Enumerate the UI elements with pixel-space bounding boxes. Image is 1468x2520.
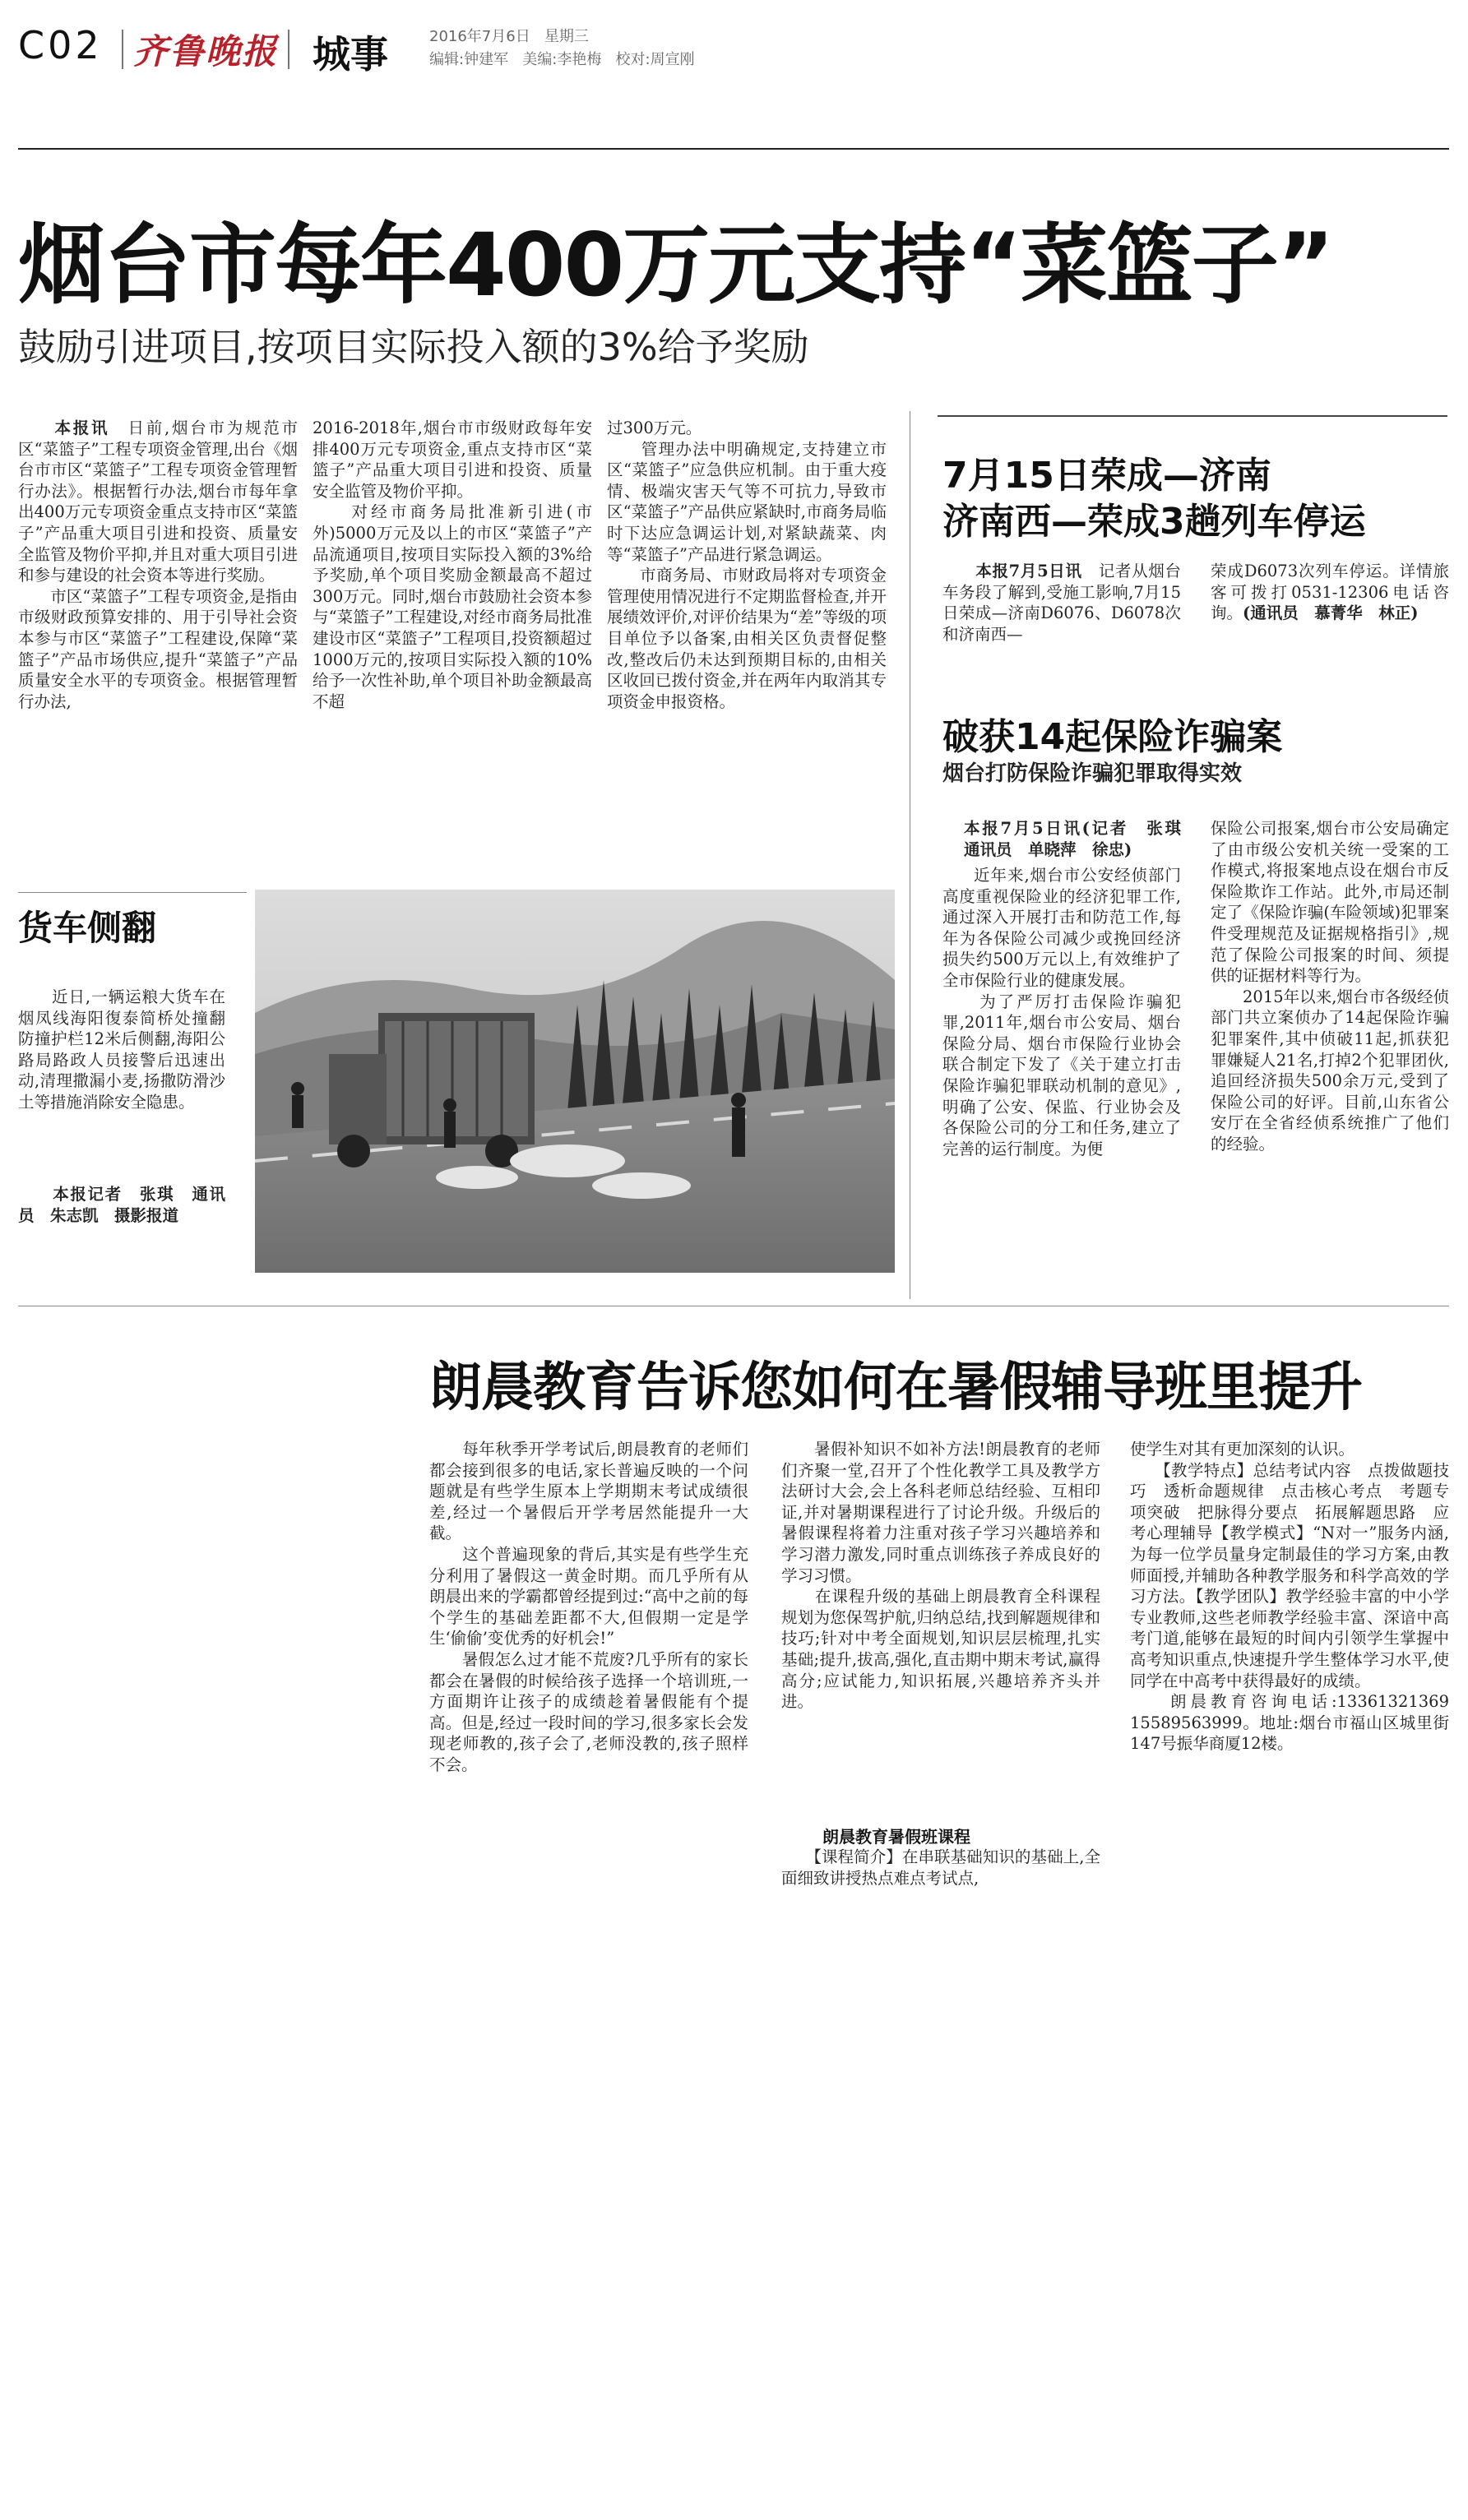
fraud-column-1: 近年来,烟台市公安经侦部门高度重视保险业的经济犯罪工作,通过深入开展打击和防范工作,每年为各保险公司减少或挽回经济损失约500万元以上,有效维护了全市保险行业的健康发展。 为了严厉打击保险诈骗犯罪,2011年,烟台市公安局、烟台保险分局、烟台市保险行业协会联合制定下发了《关于建立打击保险诈骗犯罪联动机制的意见》,明确了公安、保监、行业协会及各保险公司的分工和任务,建立了完善的运行制度。为便 (942, 866, 1181, 1158)
edu-course-intro: 【课程简介】在串联基础知识的基础上,全面细致讲授热点难点考试点, (781, 1847, 1100, 1888)
train-col1-text: 记者从烟台车务段了解到,受施工影响,7月15日荣成—济南D6076、D6078次和济南西— (942, 562, 1181, 644)
train-column-2 (1211, 561, 1449, 624)
weekday-text: 星期三 (544, 28, 589, 45)
issue-date (429, 25, 589, 46)
page-number: C02 (18, 23, 103, 67)
train-col2-text: 荣成D6073次列车停运。详情旅客可拨打0531-12306电话咨询。 (1211, 562, 1449, 623)
masthead-underline (18, 148, 1449, 150)
paper-logo: 齐鲁晚报 (133, 31, 279, 72)
masthead-divider (122, 30, 123, 69)
edu-column-2: 暑假补知识不如补方法!朗晨教育的老师们齐聚一堂,召开了个性化教学工具及教学方法研讨大会,会上各科老师总结经验、互相印证,并对暑期课程进行了讨论升级。升级后的暑假课程将着力注重对孩子学习兴趣培养和学习潜力激发,同时重点训练孩子养成良好的学习习惯。 在课程升级的基础上朗晨教育全科课程规划为您保驾护航,归纳总结,找到解题规律和技巧;针对中考全面规划,知识层层梳理,扎实基础;提升,拔高,强化,直击期中期末考试,赢得高分;应试能力,知识拓展,兴趣培养齐头并进。 (781, 1440, 1100, 1712)
editor-credit: 编辑:钟建军 (429, 51, 509, 68)
staff-credits (429, 48, 695, 69)
lead-byline: 本报讯 (54, 418, 110, 437)
art-editor-credit: 美编:李艳梅 (522, 51, 602, 68)
fraud-byline: 本报7月5日讯(记者 张琪 通讯员 单晓萍 徐忠) (964, 819, 1197, 859)
lead-column-3: 过300万元。 管理办法中明确规定,支持建立市区“菜篮子”应急供应机制。由于重大疫情、极端灾害天气等不可抗力,导致市区“菜篮子”产品供应紧缺时,市商务局临时下达应急调运计划,对紧缺蔬菜、肉等“菜篮子”产品进行紧急调运。 市商务局、市财政局将对专项资金管理使用情况进行不定期监督检查,并开展绩效评价,对评价结果为“差”等级的项目单位予以备案,由相关区负责督促整改,整改后仍未达到预期目标的,由相关区收回已拨付资金,并在两年内取消其专项资金申报资格。 (607, 418, 887, 711)
edu-course-heading: 朗晨教育暑假班课程 (822, 1827, 970, 1847)
fraud-subtitle: 烟台打防保险诈骗犯罪取得实效 (942, 761, 1243, 786)
section-title: 城事 (313, 32, 388, 76)
edu-column-3: 使学生对其有更加深刻的认识。 【教学特点】总结考试内容 点拨做题技巧 透析命题规律 点击核心考点 考题专项突破 把脉得分要点 拓展解题思路 应考心理辅导【教学模式】“N对一”服务内涵,为每一位学员量身定制最佳的学习方案,由教师面授,并辅助各种教学服务和科学高效的学习方法。【教学团队】教学经验丰富的中小学专业教师,这些老师教学经验丰富、深谙中高考门道,能够在最短的时间内引领学生掌握中高考知识重点,快速提升学生整体学习水平,使同学在中高考中获得最好的成绩。 朗晨教育咨询电话:13361321369 15589563999。地址:烟台市福山区城里街147号振华商厦12楼。 (1130, 1440, 1449, 1754)
train-byline: 本报7月5日讯 (975, 562, 1082, 580)
masthead-divider (288, 30, 289, 69)
lead-column-2: 2016-2018年,烟台市市级财政每年安排400万元专项资金,重点支持市区“菜篮子”产品重大项目引进和投资、质量安全监管及物价平抑。 对经市商务局批准新引进(市外)5000万元及以上的市区“菜篮子”产品流通项目,按项目实际投入额的3%给予奖励,单个项目奖励金额最高不超过300万元。同时,烟台市鼓励社会资本参与“菜篮子”工程建设,对经市商务局批准建设市区“菜篮子”工程项目,投资额超过1000万元的,按项目实际投入额的10%给予一次性补助,单个项目补助金额最高不超 (313, 418, 592, 711)
date-text: 2016年7月6日 (429, 28, 530, 45)
lead-subhead: 鼓励引进项目,按项目实际投入额的3%给予奖励 (18, 325, 809, 369)
truck-text: 近日,一辆运粮大货车在烟凤线海阳復泰简桥处撞翻防撞护栏12米后侧翻,海阳公路局路政人员接警后迅速出动,清理撒漏小麦,扬撒防滑沙土等措施消除安全隐患。 (18, 987, 225, 1112)
lead-col1-text: 日前,烟台市为规范市区“菜篮子”工程专项资金管理,出台《烟台市市区“菜篮子”工程专项资金管理暂行办法》。根据暂行办法,烟台市每年拿出400万元专项资金重点支持市区“菜篮子”产品重大项目引进和投资、质量安全监管及物价平抑,并且对重大项目引进和参与建设的社会资本等进行奖励。 市区“菜篮子”工程专项资金,是指由市级财政预算安排的、用于引导社会资本参与市区“菜篮子”工程建设,保障“菜篮子”产品市场供应,提升“菜篮子”产品质量安全水平的专项资金。根据管理暂行办法, (18, 418, 298, 711)
proofreader-credit: 校对:周宣刚 (615, 51, 695, 68)
truck-photo-illustration (255, 890, 895, 1273)
edu-column-1: 每年秋季开学考试后,朗晨教育的老师们都会接到很多的电话,家长普遍反映的一个问题就是有些学生原本上学期期末考试成绩很差,经过一个暑假后开学考居然能提升一大截。 这个普遍现象的背后,其实是有些学生充分利用了暑假这一黄金时期。而几乎所有从朗晨出来的学霸都曾经提到过:“高中之前的每个学生的基础差距都不大,但假期一定是学生‘偷偷’变优秀的好机会!” 暑假怎么过才能不荒废?几乎所有的家长都会在暑假的时候给孩子选择一个培训班,一方面期许让孩子的成绩趁着暑假能有个提高。但是,经过一段时间的学习,很多家长会发现老师教的,孩子会了,老师没教的,孩子照样不会。 (429, 1440, 748, 1774)
truck-title: 货车侧翻 (18, 908, 157, 948)
train-credit: (通讯员 慕菁华 林正) (1243, 603, 1419, 623)
fraud-title: 破获14起保险诈骗案 (942, 716, 1283, 758)
lead-column-1 (18, 418, 298, 712)
edu-title: 朗晨教育告诉您如何在暑假辅导班里提升 (429, 1357, 1362, 1418)
truck-top-rule (18, 892, 247, 893)
truck-photo (255, 890, 895, 1273)
fraud-column-2: 保险公司报案,烟台市公安局确定了由市级公安机关统一受案的工作模式,将报案地点设在烟台市反保险欺诈工作站。此外,市局还制定了《保险诈骗(车险领域)犯罪案件受理规范及证据规格指引》,规范了保险公司报案的时间、须提供的证据材料等行为。 2015年以来,烟台市各级经侦部门共立案侦办了14起保险诈骗犯罪案件,其中侦破11起,抓获犯罪嫌疑人21名,打掉2个犯罪团伙,追回经济损失500余万元,受到了保险公司的好评。目前,山东省公安厅在全省经侦系统推广了他们的经验。 (1211, 819, 1449, 1154)
train-top-rule (938, 415, 1447, 417)
train-title-line-2: 济南西—荣成3趟列车停运 (942, 501, 1366, 543)
train-column-1 (942, 561, 1181, 645)
train-title-line-1: 7月15日荣成—济南 (942, 455, 1271, 497)
truck-credit: 本报记者 张琪 通讯员 朱志凯 摄影报道 (18, 1185, 225, 1225)
lead-headline: 烟台市每年400万元支持“菜篮子” (18, 215, 1333, 316)
